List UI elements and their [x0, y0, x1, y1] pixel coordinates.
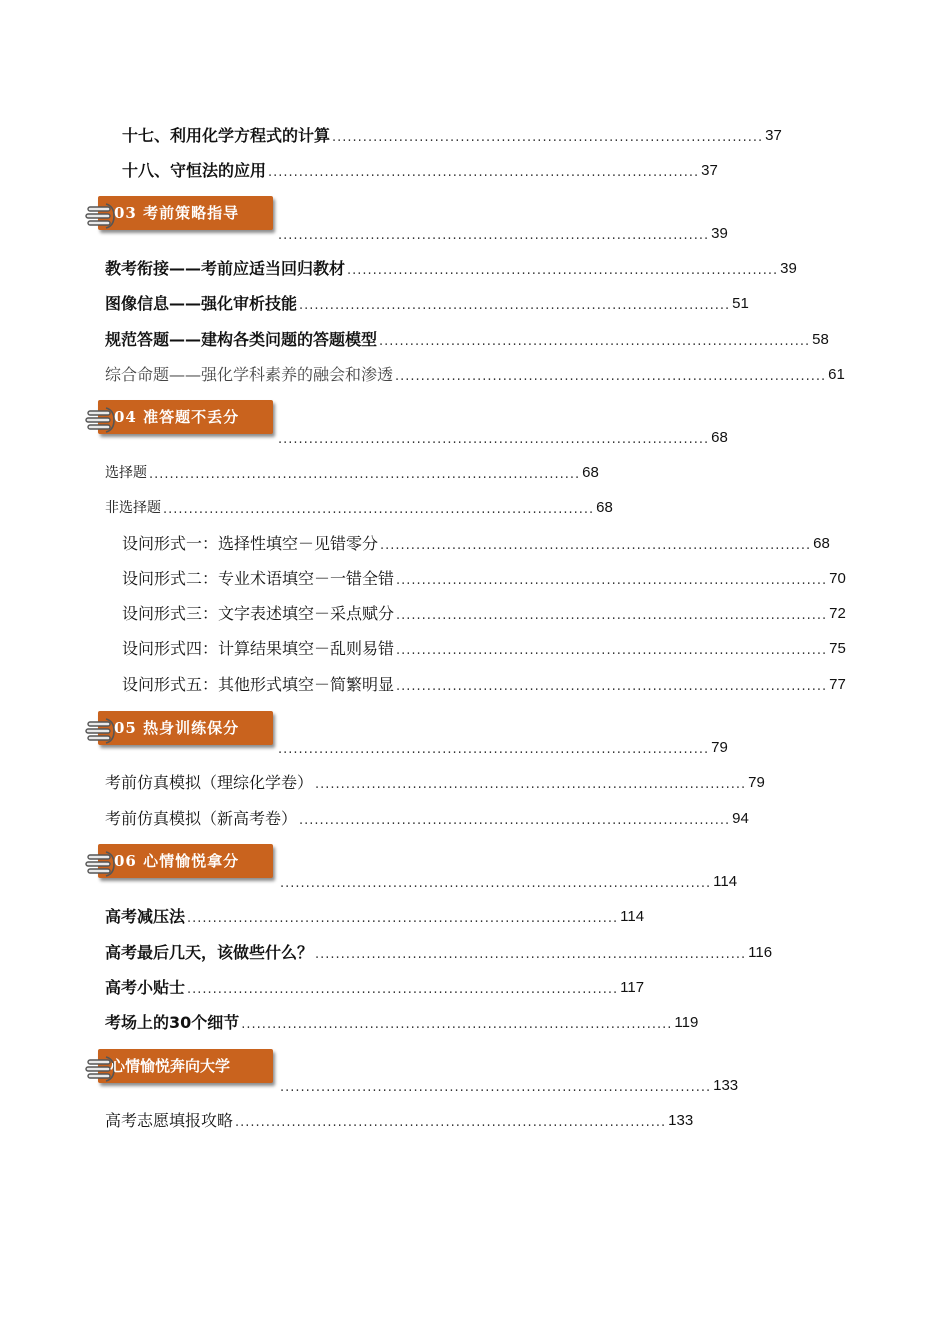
dot-leader: .................................................................................... — [149, 467, 581, 482]
toc-entry[interactable] — [122, 568, 846, 590]
toc-entry-page: 68 — [582, 464, 599, 481]
section-05-title: 05 热身训练保分 — [114, 719, 240, 737]
section-06-page: 114 — [713, 873, 738, 890]
toc-entry-page: 37 — [765, 127, 782, 144]
spiral-binding-icon — [86, 194, 116, 234]
toc-entry-page: 51 — [732, 295, 749, 312]
section-04-badge — [86, 398, 276, 438]
toc-entry-title: 考场上的30个细节 — [105, 1013, 240, 1032]
section-04-page: 68 — [711, 429, 728, 446]
toc-entry-title: 设问形式二：专业术语填空－一错全错 — [122, 569, 395, 588]
toc-entry-page: 58 — [812, 331, 829, 348]
toc-entry[interactable] — [105, 258, 797, 280]
section-07-badge — [86, 1047, 276, 1087]
toc-entry[interactable] — [105, 977, 645, 999]
section-03-badge — [86, 194, 276, 234]
dot-leader: .................................................................................... — [187, 911, 619, 926]
toc-entry[interactable] — [122, 603, 846, 625]
toc-entry-title: 设问形式三：文字表述填空－采点赋分 — [122, 604, 395, 623]
toc-entry-page: 77 — [829, 676, 846, 693]
dot-leader: .................................................................................... — [299, 298, 731, 313]
toc-entry-title: 综合命题——强化学科素养的融会和渗透 — [105, 365, 394, 384]
dot-leader: .................................................................................... — [187, 982, 619, 997]
section-06-page-line[interactable] — [278, 871, 738, 893]
toc-entry-page: 79 — [748, 774, 765, 791]
spiral-binding-icon — [86, 709, 116, 749]
section-03-page-line[interactable] — [276, 223, 728, 245]
section-07-page-line[interactable] — [278, 1075, 739, 1097]
toc-entry-title: 高考小贴士 — [105, 978, 186, 997]
section-05-badge — [86, 709, 276, 749]
toc-entry-title: 教考衔接——考前应适当回归教材 — [105, 259, 346, 278]
dot-leader: .................................................................................... — [380, 538, 812, 553]
toc-entry[interactable] — [105, 1110, 694, 1132]
toc-entry-title: 十八、守恒法的应用 — [122, 161, 267, 180]
section-06-badge — [86, 842, 276, 882]
toc-entry[interactable] — [105, 772, 765, 794]
toc-entry[interactable] — [105, 497, 613, 519]
toc-entry-title: 设问形式一：选择性填空－见错零分 — [122, 534, 379, 553]
toc-entry-title: 考前仿真模拟（新高考卷） — [105, 809, 298, 828]
toc-entry[interactable] — [105, 1012, 699, 1034]
dot-leader: .................................................................................... — [396, 573, 828, 588]
dot-leader: .................................................................................... — [268, 165, 700, 180]
dot-leader: .................................................................................... — [347, 263, 779, 278]
toc-entry[interactable] — [105, 808, 749, 830]
toc-entry-page: 75 — [829, 640, 846, 657]
section-03-title: 03 考前策略指导 — [114, 204, 240, 222]
dot-leader: .................................................................................... — [379, 334, 811, 349]
dot-leader: .................................................................................... — [163, 502, 595, 517]
toc-entry-page: 94 — [732, 810, 749, 827]
dot-leader: .................................................................................... — [299, 813, 731, 828]
section-05-page: 79 — [711, 739, 728, 756]
toc-entry-title: 高考最后几天，该做些什么？ — [105, 943, 314, 962]
toc-entry-title: 规范答题——建构各类问题的答题模型 — [105, 330, 378, 349]
toc-entry-title: 高考志愿填报攻略 — [105, 1111, 234, 1130]
toc-entry[interactable] — [122, 674, 846, 696]
section-04-title: 04 准答题不丢分 — [114, 408, 240, 426]
dot-leader: .................................................................................... — [395, 369, 827, 384]
toc-entry-page: 68 — [596, 499, 613, 516]
dot-leader: .................................................................................... — [241, 1017, 673, 1032]
toc-entry-page: 37 — [701, 162, 718, 179]
toc-entry[interactable] — [105, 293, 749, 315]
toc-entry[interactable] — [105, 329, 829, 351]
section-04-page-line[interactable] — [276, 427, 728, 449]
toc-entry-title: 设问形式四：计算结果填空－乱则易错 — [122, 639, 395, 658]
toc-entry-title: 设问形式五：其他形式填空－简繁明显 — [122, 675, 395, 694]
toc-entry[interactable] — [105, 462, 599, 484]
spiral-binding-icon — [86, 398, 116, 438]
toc-entry-title: 高考减压法 — [105, 907, 186, 926]
toc-entry[interactable] — [122, 638, 846, 660]
toc-entry[interactable] — [105, 364, 845, 386]
toc-entry-title: 图像信息——强化审析技能 — [105, 294, 298, 313]
section-07-page: 133 — [713, 1077, 739, 1094]
toc-entry-page: 117 — [620, 979, 645, 996]
toc-entry[interactable] — [122, 125, 782, 147]
section-05-page-line[interactable] — [276, 737, 728, 759]
toc-entry-title: 非选择题 — [105, 500, 161, 516]
section-07-title: 心情愉悦奔向大学 — [110, 1057, 231, 1075]
spiral-binding-icon — [86, 842, 116, 882]
toc-entry-title: 考前仿真模拟（理综化学卷） — [105, 773, 314, 792]
dot-leader: .................................................................................... — [315, 777, 747, 792]
toc-entry-page: 114 — [620, 908, 645, 925]
toc-entry-page: 39 — [780, 260, 797, 277]
dot-leader: .................................................................................... — [280, 876, 712, 891]
dot-leader: .................................................................................... — [396, 679, 828, 694]
dot-leader: .................................................................................... — [235, 1115, 667, 1130]
toc-entry-title: 十七、利用化学方程式的计算 — [122, 126, 331, 145]
toc-entry[interactable] — [122, 160, 718, 182]
toc-entry-page: 61 — [828, 366, 845, 383]
dot-leader: .................................................................................... — [315, 947, 747, 962]
toc-entry-page: 70 — [829, 570, 846, 587]
toc-entry[interactable] — [105, 942, 773, 964]
dot-leader: .................................................................................... — [396, 643, 828, 658]
toc-entry-page: 116 — [748, 944, 773, 961]
dot-leader: .................................................................................... — [278, 432, 710, 447]
toc-entry[interactable] — [105, 906, 645, 928]
dot-leader: .................................................................................... — [396, 608, 828, 623]
toc-entry-page: 119 — [674, 1014, 699, 1031]
toc-entry-page: 133 — [668, 1112, 694, 1129]
section-03-page: 39 — [711, 225, 728, 242]
dot-leader: .................................................................................... — [332, 130, 764, 145]
toc-entry-page: 72 — [829, 605, 846, 622]
toc-entry-title: 选择题 — [105, 465, 147, 481]
dot-leader: .................................................................................... — [280, 1080, 712, 1095]
toc-entry[interactable] — [122, 533, 830, 555]
dot-leader: .................................................................................... — [278, 742, 710, 757]
toc-entry-page: 68 — [813, 535, 830, 552]
dot-leader: .................................................................................... — [278, 228, 710, 243]
section-06-title: 06 心情愉悦拿分 — [114, 852, 240, 870]
